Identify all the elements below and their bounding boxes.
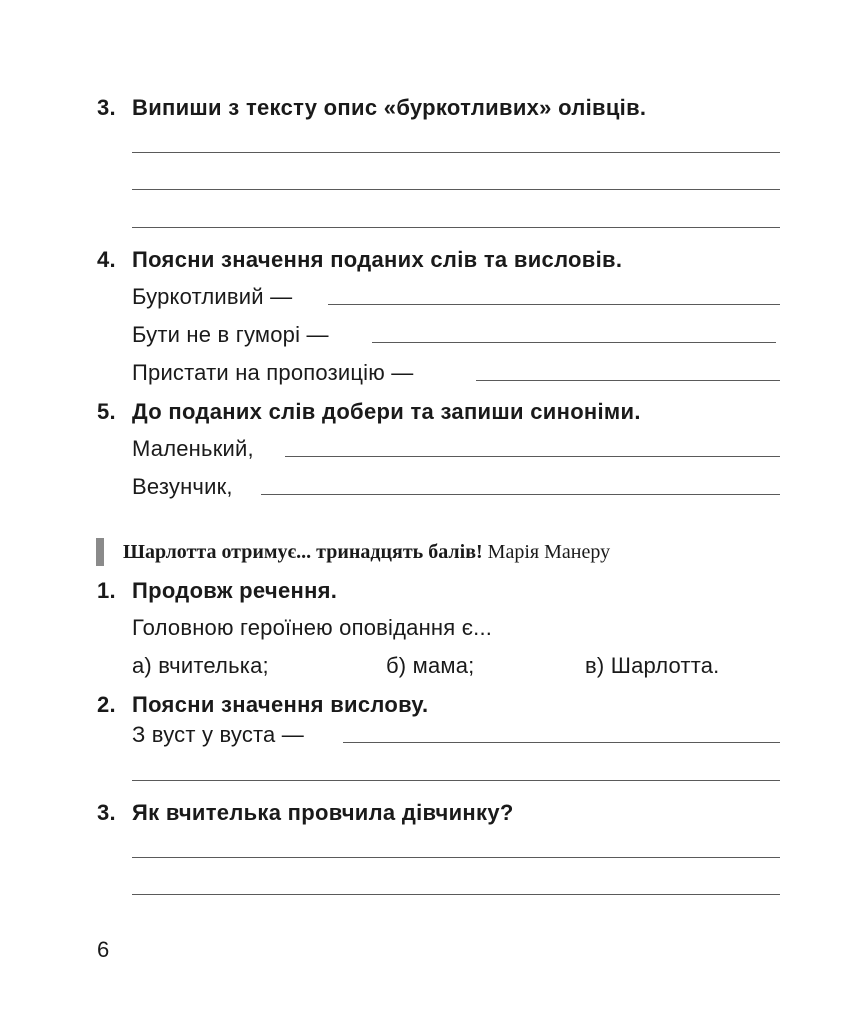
answer-line[interactable] bbox=[328, 304, 780, 305]
answer-line[interactable] bbox=[132, 152, 780, 153]
answer-line[interactable] bbox=[261, 494, 780, 495]
answer-line[interactable] bbox=[285, 456, 780, 457]
answer-line[interactable] bbox=[132, 894, 780, 895]
story-title: Шарлотта отримує... тринадцять балів! bbox=[123, 541, 483, 563]
word-label: Везунчик, bbox=[132, 474, 233, 499]
question-prompt: Випиши з тексту опис «буркотливих» олівців. bbox=[132, 95, 647, 120]
answer-line[interactable] bbox=[132, 227, 780, 228]
option-b[interactable]: б) мама; bbox=[386, 653, 475, 678]
story-marker-bar bbox=[96, 538, 104, 566]
story-heading bbox=[123, 540, 610, 564]
answer-line[interactable] bbox=[343, 742, 780, 743]
answer-line[interactable] bbox=[476, 380, 780, 381]
phrase-label: З вуст у вуста — bbox=[132, 722, 304, 747]
question-number: 3. bbox=[97, 800, 116, 825]
option-c[interactable]: в) Шарлотта. bbox=[585, 653, 720, 678]
term-label: Буркотливий — bbox=[132, 284, 293, 309]
question-prompt: Як вчителька провчила дівчинку? bbox=[132, 800, 514, 825]
question-prompt: Поясни значення поданих слів та висловів. bbox=[132, 247, 623, 272]
question-prompt: До поданих слів добери та запиши синоніми. bbox=[132, 399, 641, 424]
option-a[interactable]: а) вчителька; bbox=[132, 653, 269, 678]
answer-line[interactable] bbox=[132, 780, 780, 781]
question-number: 1. bbox=[97, 578, 116, 603]
word-label: Маленький, bbox=[132, 436, 254, 461]
question-number: 2. bbox=[97, 692, 116, 717]
sentence-start: Головною героїнею оповідання є... bbox=[132, 615, 493, 640]
answer-line[interactable] bbox=[132, 189, 780, 190]
story-author: Марія Манеру bbox=[487, 541, 611, 563]
question-number: 5. bbox=[97, 399, 116, 424]
question-number: 3. bbox=[97, 95, 116, 120]
question-number: 4. bbox=[97, 247, 116, 272]
term-label: Бути не в гуморі — bbox=[132, 322, 329, 347]
question-prompt: Поясни значення вислову. bbox=[132, 692, 429, 717]
question-prompt: Продовж речення. bbox=[132, 578, 338, 603]
answer-line[interactable] bbox=[132, 857, 780, 858]
answer-line[interactable] bbox=[372, 342, 776, 343]
page-number: 6 bbox=[97, 937, 110, 962]
term-label: Пристати на пропозицію — bbox=[132, 360, 414, 385]
